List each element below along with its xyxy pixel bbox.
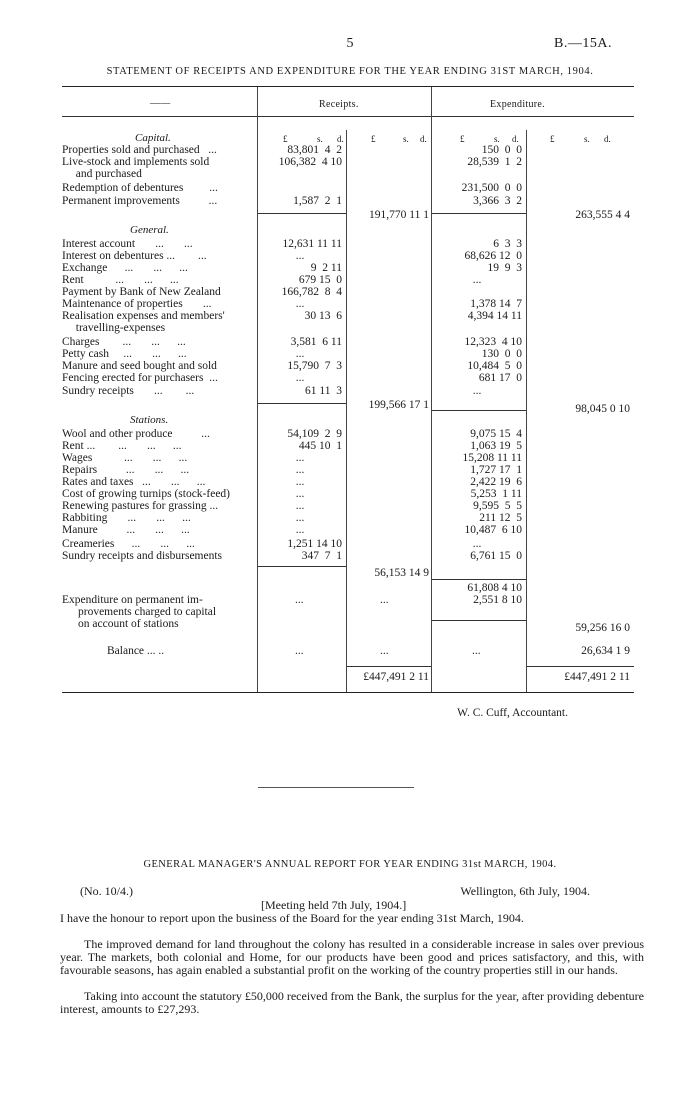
currency-pound: £ [371,134,376,144]
row-label: Exchange ... ... ... [62,262,188,274]
stations-receipts-total: 56,153 14 9 [374,567,429,579]
grand-total-rule-rec [347,666,431,667]
row-receipts-value: 15,790 7 3 [287,360,342,372]
row-expenditure-value: 15,208 11 11 [462,452,522,464]
row-receipts-value: ... [295,298,305,310]
row-expenditure-value: 4,394 14 11 [467,310,522,322]
row-receipts-value: 166,782 8 4 [281,286,342,298]
subtotal-rule-capital-rec [258,213,346,214]
expenditure-header: Expenditure. [490,99,545,110]
balance-expenditure-value: ... [472,645,481,657]
accountant-signature: W. C. Cuff, Accountant. [457,707,568,719]
row-receipts-value: 3,581 6 11 [290,336,342,348]
capital-receipts-total: 191,770 11 1 [369,209,429,221]
row-label: Rabbiting ... ... ... [62,512,191,524]
row-receipts-value: ... [295,250,305,262]
table-top-rule [62,86,634,87]
currency-pound: £ [460,134,465,144]
section-general: General. [130,224,169,236]
general-receipts-total: 199,566 17 1 [368,399,429,411]
row-expenditure-value: ... [472,385,482,397]
grand-total-receipts: £447,491 2 11 [363,671,429,683]
row-receipts-value: 1,587 2 1 [293,195,342,207]
improvements-label-line1: Expenditure on permanent im- [62,594,203,606]
row-label: Interest on debentures ... ... [62,250,207,262]
stations-expenditure-total: 59,256 16 0 [575,622,630,634]
row-receipts-value: ... [295,452,305,464]
row-expenditure-value: 231,500 0 0 [461,182,522,194]
row-label: Fencing erected for purchasers ... [62,372,218,384]
row-label: Sundry receipts ... ... [62,385,195,397]
row-receipts-value: ... [295,476,305,488]
subtotal-rule-improvements-exp [432,620,526,621]
row-receipts-value: ... [295,488,305,500]
row-label: travelling-expenses [70,322,166,334]
balance-label: Balance ... .. [107,645,165,657]
row-expenditure-value: 681 17 0 [478,372,522,384]
row-expenditure-value: 68,626 12 0 [464,250,522,262]
row-receipts-value: 12,631 11 11 [282,238,342,250]
currency-pence: d. [604,134,611,144]
report-title: GENERAL MANAGER'S ANNUAL REPORT FOR YEAR ENDING 31st MARCH, 1904. [143,859,557,870]
subtotal-rule-stations-rec [258,566,346,567]
balance-expenditure-total: 26,634 1 9 [581,645,630,657]
grand-total-expenditure: £447,491 2 11 [564,671,630,683]
row-expenditure-value: 150 0 0 [481,144,522,156]
row-label: Manure ... ... ... [62,524,190,536]
statement-title: STATEMENT OF RECEIPTS AND EXPENDITURE FOR THE YEAR ENDING 31ST MARCH, 1904. [106,66,594,77]
row-receipts-value: 445 10 1 [298,440,342,452]
currency-pound: £ [283,134,288,144]
balance-receipts-total: ... [380,645,389,657]
row-label: Wages ... ... ... [62,452,188,464]
improvements-receipts-value: ... [295,594,304,606]
row-receipts-value: 83,801 4 2 [287,144,342,156]
row-receipts-value: 679 15 0 [298,274,342,286]
row-expenditure-value: 5,253 1 11 [470,488,522,500]
currency-pence: d. [337,134,344,144]
row-receipts-value: 61 11 3 [305,385,342,397]
row-label: Interest account ... ... [62,238,193,250]
row-expenditure-value: ... [472,274,482,286]
row-label: Wool and other produce ... [62,428,210,440]
page-number: 5 [346,36,354,51]
row-label: Redemption of debentures ... [62,182,218,194]
subtotal-rule-general-exp [432,410,526,411]
report-reference-number: (No. 10/4.) [80,884,133,898]
section-capital: Capital. [135,132,171,144]
section-divider [258,787,414,788]
row-receipts-value: ... [295,348,305,360]
currency-shilling: s. [584,134,590,144]
row-expenditure-value: 19 9 3 [487,262,522,274]
report-paragraph-3: Taking into account the statutory £50,000 received from the Bank, the surplus for the year, after providing debenture interest, amounts to £27,293. [60,989,644,1016]
balance-receipts-value: ... [295,645,304,657]
capital-expenditure-total: 263,555 4 4 [575,209,630,221]
currency-shilling: s. [494,134,500,144]
row-expenditure-value: 10,487 6 10 [464,524,522,536]
subtotal-rule-general-rec [258,403,346,404]
row-receipts-value: 106,382 4 10 [278,156,342,168]
row-expenditure-value: 6 3 3 [493,238,522,250]
row-label: Renewing pastures for grassing ... [62,500,219,512]
row-expenditure-value: 9,075 15 4 [470,428,522,440]
row-receipts-value: ... [295,512,305,524]
table-bottom-rule [62,692,634,693]
report-meeting-date: [Meeting held 7th July, 1904.] [261,898,407,912]
row-label: Permanent improvements ... [62,195,218,207]
section-stations: Stations. [130,414,169,426]
row-expenditure-value: 1,727 17 1 [470,464,522,476]
row-expenditure-value: 6,761 15 0 [470,550,522,562]
row-receipts-value: 347 7 1 [301,550,342,562]
row-receipts-value: 30 13 6 [304,310,342,322]
currency-shilling: s. [403,134,409,144]
improvements-label-line3: on account of stations [78,618,179,630]
row-expenditure-value: 211 12 5 [479,512,522,524]
report-place-date: Wellington, 6th July, 1904. [460,884,590,898]
row-label: Rent ... ... ... [62,274,179,286]
receipts-header: Receipts. [319,99,359,110]
row-expenditure-value: 1,378 14 7 [470,298,522,310]
row-label: Repairs ... ... ... [62,464,190,476]
subtotal-rule-stations-exp [432,579,526,580]
row-label: Cost of growing turnips (stock-feed) [62,488,230,500]
grand-total-rule-exp [527,666,634,667]
row-expenditure-value: 1,063 19 5 [470,440,522,452]
row-receipts-value: 1,251 14 10 [287,538,342,550]
row-label: Realisation expenses and members' [62,310,225,322]
row-label: Creameries ... ... ... [62,538,195,550]
row-expenditure-value: 2,422 19 6 [470,476,522,488]
row-expenditure-value: 10,484 5 0 [467,360,522,372]
general-expenditure-total: 98,045 0 10 [575,403,630,415]
row-expenditure-value: 28,539 1 2 [467,156,522,168]
paper-reference: B.—15A. [554,36,612,51]
improvements-receipts-total: ... [380,594,389,606]
row-expenditure-value: 3,366 3 2 [473,195,522,207]
currency-shilling: s. [317,134,323,144]
row-receipts-value: ... [295,524,305,536]
row-receipts-value: ... [295,500,305,512]
row-label: Charges ... ... ... [62,336,186,348]
currency-pence: d. [512,134,519,144]
row-label: Rates and taxes ... ... ... [62,476,206,488]
row-label: Rent ... ... ... ... [62,440,182,452]
stations-expenditure-subtotal-1: 61,808 4 10 [467,582,522,594]
report-paragraph-1: I have the honour to report upon the business of the Board for the year ending 31st March, 1904. [60,911,524,925]
row-label: Live-stock and implements sold [62,156,210,168]
row-expenditure-value: 9,595 5 5 [473,500,522,512]
header-dash: —— [150,98,171,109]
row-expenditure-value: 130 0 0 [481,348,522,360]
currency-pound: £ [550,134,555,144]
improvements-label-line2: provements charged to capital [78,606,217,618]
row-label: Sundry receipts and disbursements [62,550,223,562]
row-label: Properties sold and purchased ... [62,144,217,156]
row-label: Payment by Bank of New Zealand [62,286,221,298]
row-receipts-value: 9 2 11 [310,262,342,274]
row-expenditure-value: 12,323 4 10 [464,336,522,348]
row-receipts-value: 54,109 2 9 [287,428,342,440]
row-label: Petty cash ... ... ... [62,348,187,360]
currency-pence: d. [420,134,427,144]
row-label: Manure and seed bought and sold [62,360,217,372]
row-expenditure-value: ... [472,538,482,550]
stations-expenditure-subtotal-2: 2,551 8 10 [473,594,522,606]
report-paragraph-2: The improved demand for land throughout the colony has resulted in a considerable increase in sales over previous year. The markets, both colonial and Home, for our products have been good and prices satisfactory, and this, with favourable seasons, has again enabled a substantial profit on the working of the country properties still in our hands. [60,937,644,977]
row-receipts-value: ... [295,464,305,476]
row-label: and purchased [70,168,142,180]
table-header-rule [62,116,634,117]
row-label: Maintenance of properties ... [62,298,212,310]
subtotal-rule-capital-exp [432,213,526,214]
row-receipts-value: ... [295,372,305,384]
